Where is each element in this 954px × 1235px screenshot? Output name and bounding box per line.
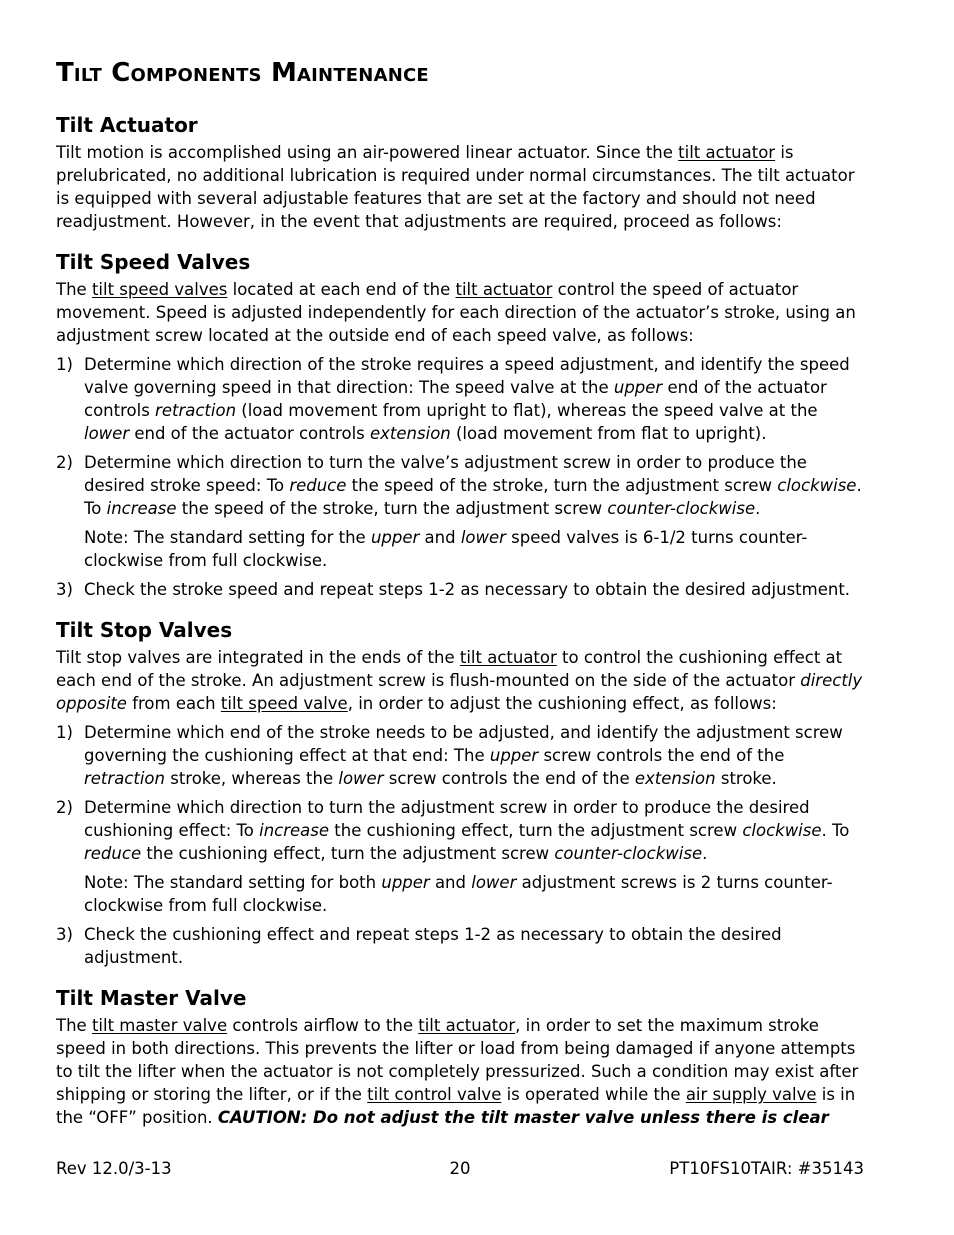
steps-list bbox=[56, 353, 864, 601]
steps-list bbox=[56, 721, 864, 969]
step-number: 1) bbox=[56, 723, 73, 743]
term-link: tilt actuator bbox=[455, 280, 553, 300]
section-heading: Tilt Actuator bbox=[56, 113, 198, 138]
section-tilt-speed-valves bbox=[56, 250, 864, 601]
page-footer bbox=[56, 1157, 864, 1181]
step-note: Note: The standard setting for both upper and lower adjustment screws is 2 turns counter-clockwise from full clockwise. bbox=[84, 873, 833, 916]
section-intro: Tilt stop valves are integrated in the ends of the tilt actuator to control the cushioning effect at each end of the stroke. An adjustment screw is flush-mounted on the side of the actuator directly opposite from each tilt speed valve, in order to adjust the cushioning effect, as follows: bbox=[56, 648, 863, 714]
section-intro: Tilt motion is accomplished using an air-powered linear actuator. Since the tilt actuator is prelubricated, no additional lubrication is required under normal circumstances. The tilt actuator is equipped with several adjustable features that are set at the factory and should not need readjustment. However, in the event that adjustments are required, proceed as follows: bbox=[56, 143, 855, 232]
term-link: air supply valve bbox=[685, 1085, 817, 1105]
section-heading: Tilt Speed Valves bbox=[56, 250, 251, 275]
list-item: 1) Determine which end of the stroke needs to be adjusted, and identify the adjustment screw governing the cushioning effect at that end: The upper screw controls the end of the retraction stroke, whereas the lower screw controls the end of the extension stroke. bbox=[56, 723, 843, 789]
section-tilt-master-valve bbox=[56, 986, 864, 1129]
term-link: tilt master valve bbox=[91, 1016, 228, 1036]
step-number: 2) bbox=[56, 453, 73, 473]
revision-label: Rev 12.0/3-13 bbox=[56, 1159, 172, 1178]
section-intro: The tilt master valve controls airflow to the tilt actuator, in order to set the maximum stroke speed in both directions. This prevents the lifter or load from being damaged if anyone attempts to tilt the lifter when the actuator is not completely pressurized. Such a condition may exist after shipping or storing the lifter, or if the tilt control valve is operated while the air supply valve is in the “OFF” position. CAUTION: Do not adjust the tilt master valve unless there is clear bbox=[56, 1016, 859, 1128]
list-item: 1) Determine which direction of the stroke requires a speed adjustment, and identify the speed valve governing speed in that direction: The speed valve at the upper end of the actuator controls retraction (load movement from upright to flat), whereas the speed valve at the lower end of the actuator controls extension (load movement from flat to upright). bbox=[56, 355, 850, 444]
model-number: PT10FS10TAIR: #35143 bbox=[669, 1159, 864, 1178]
caution-text: CAUTION: Do not adjust the tilt master valve unless there is clear bbox=[217, 1108, 829, 1128]
term-link: tilt actuator bbox=[678, 143, 776, 163]
section-heading: Tilt Master Valve bbox=[56, 986, 247, 1011]
step-number: 1) bbox=[56, 355, 73, 375]
step-number: 2) bbox=[56, 798, 73, 818]
step-number: 3) bbox=[56, 925, 73, 945]
term-link: tilt actuator bbox=[418, 1016, 516, 1036]
term-link: tilt speed valve bbox=[220, 694, 348, 714]
section-intro: The tilt speed valves located at each end of the tilt actuator control the speed of actuator movement. Speed is adjusted independently for each direction of the actuator’s stroke, using an adjustment screw located at the outside end of each speed valve, as follows: bbox=[56, 280, 856, 346]
list-item: 2) Determine which direction to turn the valve’s adjustment screw in order to produce the desired stroke speed: To reduce the speed of the stroke, turn the adjustment screw clockwise. To increase the speed of the stroke, turn the adjustment screw counter-clockwise. Note: The standard setting for the upper and lower speed valves is 6-1/2 turns counter-clockwise from full clockwise. bbox=[56, 451, 864, 572]
list-item: 2) Determine which direction to turn the adjustment screw in order to produce the desired cushioning effect: To increase the cushioning effect, turn the adjustment screw clockwise. To reduce the cushioning effect, turn the adjustment screw counter-clockwise. Note: The standard setting for both upper and lower adjustment screws is 2 turns counter-clockwise from full clockwise. bbox=[56, 796, 864, 917]
page-title: Tilt Components Maintenance bbox=[56, 58, 429, 88]
list-item: 3) Check the cushioning effect and repeat steps 1-2 as necessary to obtain the desired adjustment. bbox=[56, 925, 782, 968]
term-link: tilt control valve bbox=[367, 1085, 502, 1105]
term-link: tilt speed valves bbox=[91, 280, 228, 300]
section-tilt-stop-valves bbox=[56, 618, 864, 969]
list-item: 3) Check the stroke speed and repeat steps 1-2 as necessary to obtain the desired adjustment. bbox=[56, 580, 851, 600]
term-link: tilt actuator bbox=[459, 648, 557, 668]
manual-page bbox=[56, 58, 864, 1146]
step-note: Note: The standard setting for the upper and lower speed valves is 6-1/2 turns counter-clockwise from full clockwise. bbox=[84, 528, 808, 571]
step-number: 3) bbox=[56, 580, 73, 600]
section-tilt-actuator bbox=[56, 113, 864, 233]
section-heading: Tilt Stop Valves bbox=[56, 618, 233, 643]
page-number: 20 bbox=[449, 1159, 471, 1178]
